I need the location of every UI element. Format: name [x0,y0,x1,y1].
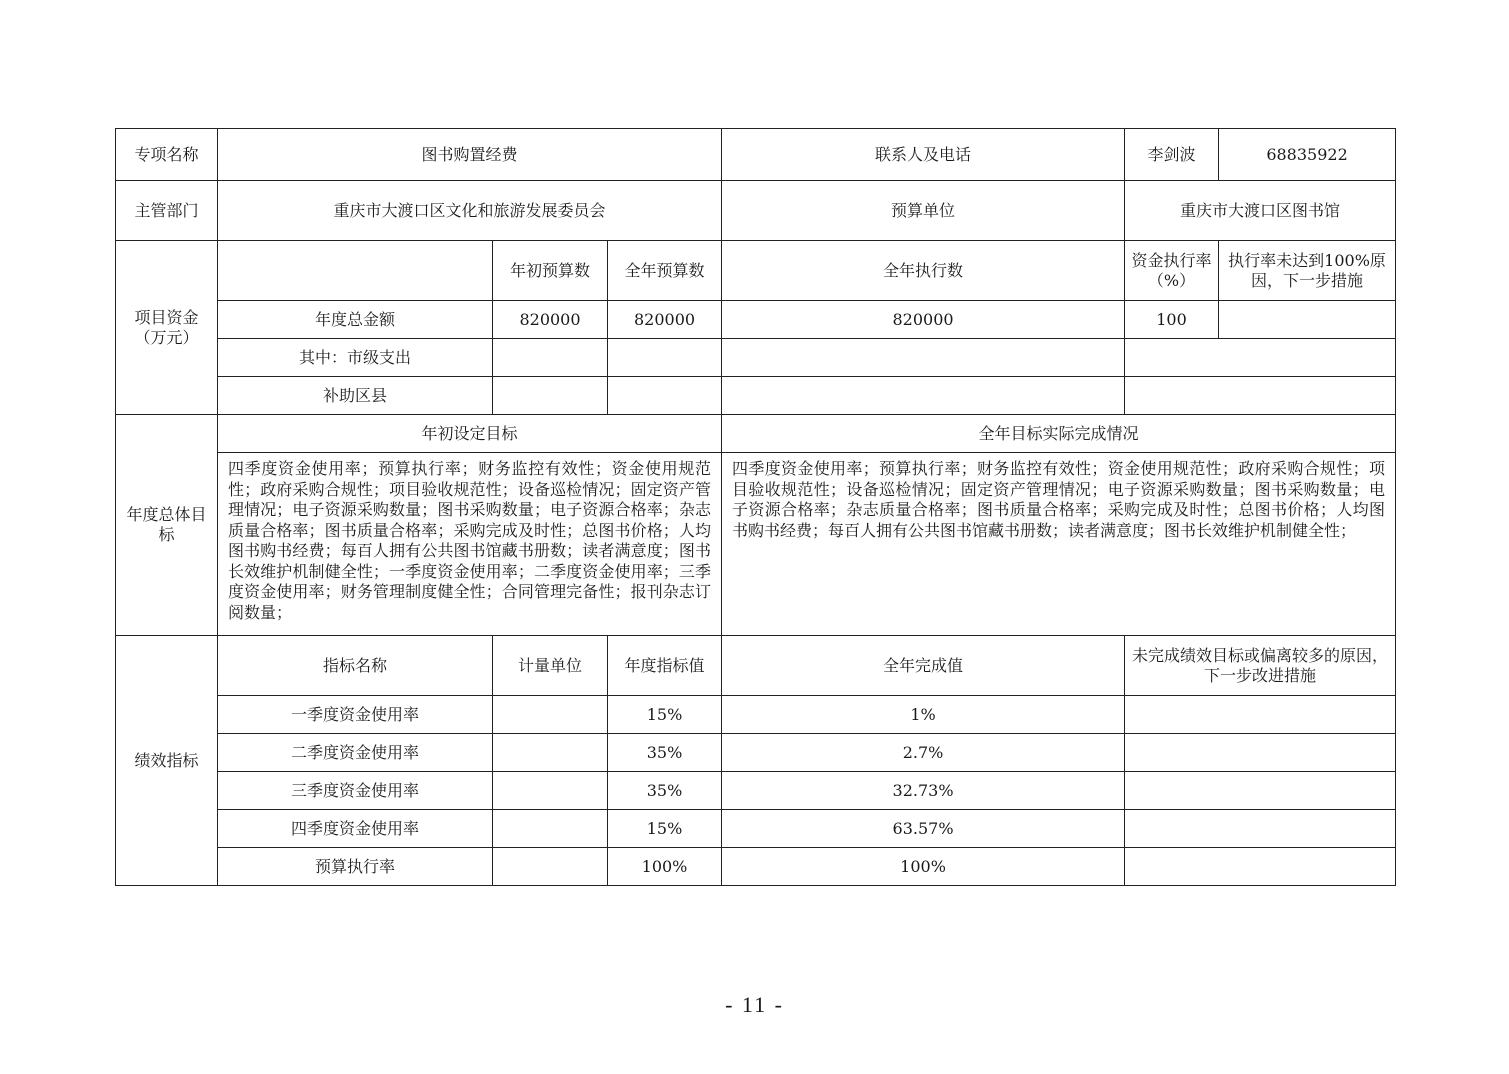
funds-total-reason [1219,301,1396,339]
perf-col-target: 年度指标值 [608,636,722,696]
perf-row-actual: 100% [722,848,1125,886]
funds-total-rate: 100 [1125,301,1219,339]
goals-initial-text: 四季度资金使用率；预算执行率；财务监控有效性；资金使用规范性；政府采购合规性；项目验收规范性；设备巡检情况；固定资产管理情况；电子资源采购数量；图书采购数量；电子资源合格率；杂志质量合格率；图书质量合格率；采购完成及时性；总图书价格；人均图书购书经费；每百人拥有公共图书馆藏书册数；读者满意度；图书长效维护机制健全性；一季度资金使用率；二季度资金使用率；三季度资金使用率；财务管理制度健全性；合同管理完备性；报刊杂志订阅数量； [218,453,722,636]
perf-row-reason [1125,810,1396,848]
perf-row-target: 35% [608,734,722,772]
contact-name: 李剑波 [1125,129,1219,181]
perf-row-unit [493,810,608,848]
funds-city-rate [1125,339,1396,377]
table-row [116,848,1396,886]
funds-label: 项目资金（万元） [116,241,218,415]
perf-row-name: 预算执行率 [218,848,493,886]
perf-row-unit [493,772,608,810]
budget-unit-label: 预算单位 [722,181,1125,241]
goals-actual-header: 全年目标实际完成情况 [722,415,1396,453]
table-row [116,772,1396,810]
table-row [116,810,1396,848]
perf-row-reason [1125,734,1396,772]
table-row [116,696,1396,734]
perf-row-actual: 1% [722,696,1125,734]
funds-city-annual [608,339,722,377]
dept-value: 重庆市大渡口区文化和旅游发展委员会 [218,181,722,241]
perf-row-name: 三季度资金使用率 [218,772,493,810]
perf-row-unit [493,696,608,734]
perf-row-actual: 32.73% [722,772,1125,810]
perf-col-reason: 未完成绩效目标或偏离较多的原因，下一步改进措施 [1125,636,1396,696]
perf-row-reason [1125,772,1396,810]
perf-row-actual: 2.7% [722,734,1125,772]
funds-subsidy-rate [1125,377,1396,415]
funds-city-executed [722,339,1125,377]
perf-row-target: 15% [608,696,722,734]
table-row [116,734,1396,772]
perf-row-target: 35% [608,772,722,810]
funds-col-rate: 资金执行率（%） [1125,241,1219,301]
perf-row-actual: 63.57% [722,810,1125,848]
perf-row-target: 100% [608,848,722,886]
funds-col-annual: 全年预算数 [608,241,722,301]
funds-total-initial: 820000 [493,301,608,339]
funds-blank-header [218,241,493,301]
funds-col-reason: 执行率未达到100%原因，下一步措施 [1219,241,1396,301]
goals-initial-header: 年初设定目标 [218,415,722,453]
perf-row-unit [493,848,608,886]
funds-col-executed: 全年执行数 [722,241,1125,301]
funds-city-label: 其中：市级支出 [218,339,493,377]
contact-label: 联系人及电话 [722,129,1125,181]
perf-col-actual: 全年完成值 [722,636,1125,696]
goals-actual-text: 四季度资金使用率；预算执行率；财务监控有效性；资金使用规范性；政府采购合规性；项目验收规范性；设备巡检情况；固定资产管理情况；电子资源采购数量；图书采购数量；电子资源合格率；杂志质量合格率；图书质量合格率；采购完成及时性；总图书价格；人均图书购书经费；每百人拥有公共图书馆藏书册数；读者满意度；图书长效维护机制健全性； [722,453,1396,636]
project-name-label: 专项名称 [116,129,218,181]
funds-col-initial: 年初预算数 [493,241,608,301]
performance-label: 绩效指标 [116,636,218,886]
funds-city-initial [493,339,608,377]
perf-row-target: 15% [608,810,722,848]
perf-col-unit: 计量单位 [493,636,608,696]
perf-row-unit [493,734,608,772]
perf-col-name: 指标名称 [218,636,493,696]
funds-subsidy-annual [608,377,722,415]
page-number: - 11 - [725,992,784,1017]
contact-phone: 68835922 [1219,129,1396,181]
funds-subsidy-label: 补助区县 [218,377,493,415]
funds-total-label: 年度总金额 [218,301,493,339]
perf-row-name: 二季度资金使用率 [218,734,493,772]
funds-subsidy-initial [493,377,608,415]
dept-label: 主管部门 [116,181,218,241]
project-name-value: 图书购置经费 [218,129,722,181]
perf-row-name: 一季度资金使用率 [218,696,493,734]
budget-unit-value: 重庆市大渡口区图书馆 [1125,181,1396,241]
perf-row-reason [1125,848,1396,886]
goals-label: 年度总体目标 [116,415,218,636]
perf-row-name: 四季度资金使用率 [218,810,493,848]
performance-form-table [115,128,1396,886]
funds-total-executed: 820000 [722,301,1125,339]
funds-subsidy-executed [722,377,1125,415]
perf-row-reason [1125,696,1396,734]
funds-total-annual: 820000 [608,301,722,339]
